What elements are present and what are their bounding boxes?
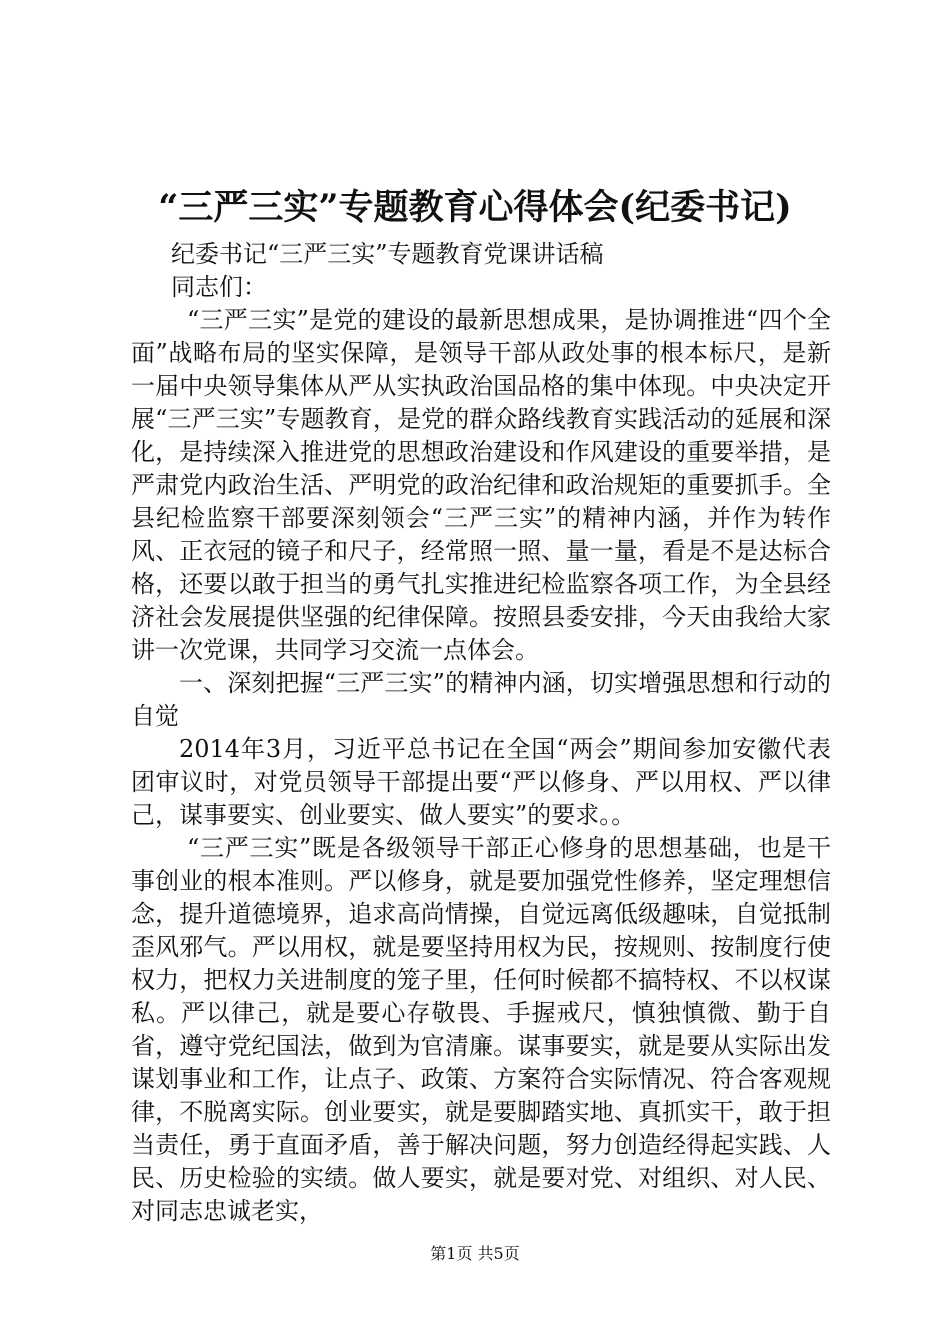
section-heading-1: 一、深刻把握“三严三实”的精神内涵，切实增强思想和行动的自觉 — [131, 669, 831, 730]
salutation: 同志们： — [171, 273, 267, 301]
document-title: “三严三实”专题教育心得体会(纪委书记) — [158, 187, 792, 228]
page-number: 第1页 共5页 — [430, 1244, 520, 1263]
document-subtitle: 纪委书记“三严三实”专题教育党课讲话稿 — [171, 240, 604, 268]
document-body — [131, 238, 831, 1228]
paragraph-intro: “三严三实”是党的建设的最新思想成果，是协调推进“四个全面”战略布局的坚实保障，是领导干部从政处事的根本标尺，是新一届中央领导集体从严从实执政治国品格的集中体现。中央决定开展“三严三实”专题教育，是党的群众路线教育实践活动的延展和深化，是持续深入推进党的思想政治建设和作风建设的重要举措，是严肃党内政治生活、严明党的政治纪律和政治规矩的重要抓手。全县纪检监察干部要深刻领会“三严三实”的精神内涵，并作为转作风、正衣冠的镜子和尺子，经常照一照、量一量，看是不是达标合格，还要以敢于担当的勇气扎实推进纪检监察各项工作，为全县经济社会发展提供坚强的纪律保障。按照县委安排，今天由我给大家讲一次党课，共同学习交流一点体会。 — [131, 306, 831, 664]
paragraph-three-stricts: “三严三实”既是各级领导干部正心修身的思想基础，也是干事创业的根本准则。严以修身，就是要加强党性修养，坚定理想信念，提升道德境界，追求高尚情操，自觉远离低级趣味，自觉抵制歪风邪气。严以用权，就是要坚持用权为民，按规则、按制度行使权力，把权力关进制度的笼子里，任何时候都不搞特权、不以权谋私。严以律己，就是要心存敬畏、手握戒尺，慎独慎微、勤于自省，遵守党纪国法，做到为官清廉。谋事要实，就是要从实际出发谋划事业和工作，让点子、政策、方案符合实际情况、符合客观规律，不脱离实际。创业要实，就是要脚踏实地、真抓实干，敢于担当责任，勇于直面矛盾，善于解决问题，努力创造经得起实践、人民、历史检验的实绩。做人要实，就是要对党、对组织、对人民、对同志忠诚老实， — [131, 834, 831, 1225]
paragraph-2014: 2014年3月，习近平总书记在全国“两会”期间参加安徽代表团审议时，对党员领导干部提出要“严以修身、严以用权、严以律己，谋事要实、创业要实、做人要实”的要求。。 — [131, 735, 831, 829]
